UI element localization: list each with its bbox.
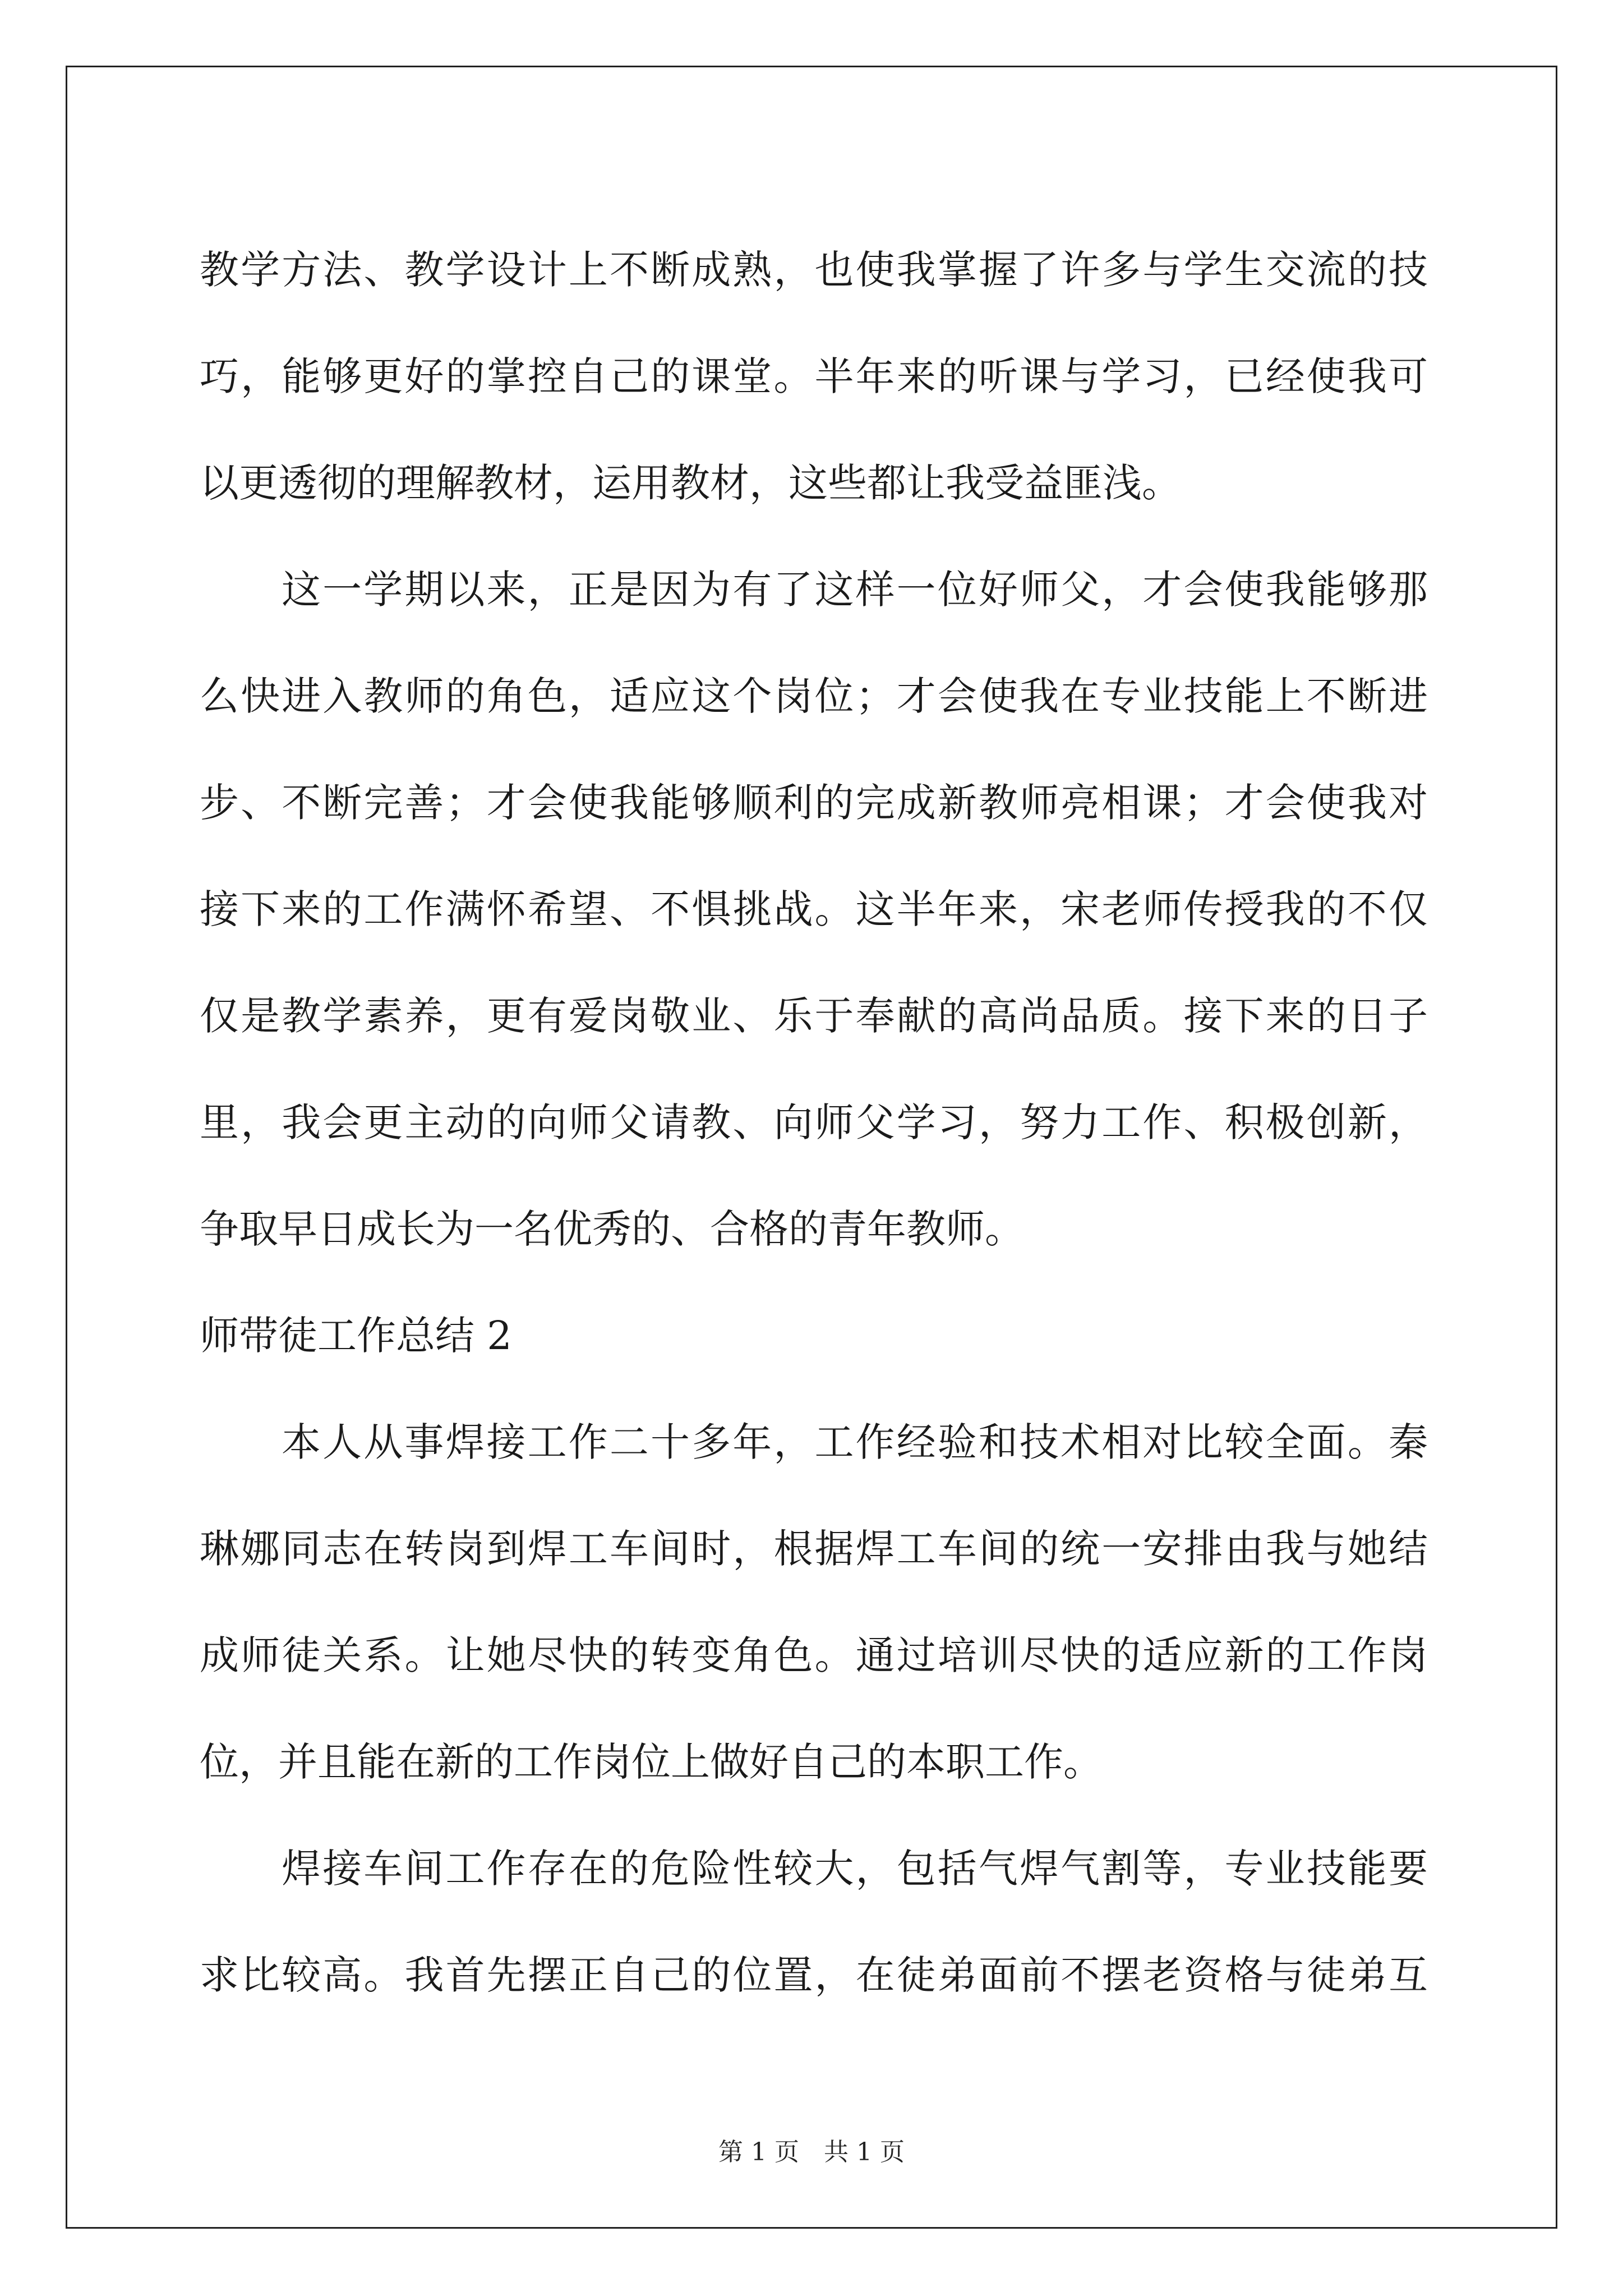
text-line: 接下来的工作满怀希望、不惧挑战。这半年来，宋老师传授我的不仅 xyxy=(200,886,1428,932)
text-line: 本人从事焊接工作二十多年，工作经验和技术相对比较全面。秦 xyxy=(282,1419,1428,1465)
text-line: 成师徒关系。让她尽快的转变角色。通过培训尽快的适应新的工作岗 xyxy=(200,1632,1428,1678)
text-line: 以更透彻的理解教材，运用教材，这些都让我受益匪浅。 xyxy=(200,460,1181,506)
document-body xyxy=(200,217,1428,2028)
text-line: 么快进入教师的角色，适应这个岗位；才会使我在专业技能上不断进 xyxy=(200,673,1428,719)
text-line: 步、不断完善；才会使我能够顺利的完成新教师亮相课；才会使我对 xyxy=(200,780,1428,826)
text-line: 这一学期以来，正是因为有了这样一位好师父，才会使我能够那 xyxy=(282,567,1428,613)
text-line: 里，我会更主动的向师父请教、向师父学习，努力工作、积极创新， xyxy=(200,1099,1428,1145)
text-line: 位，并且能在新的工作岗位上做好自己的本职工作。 xyxy=(200,1739,1103,1785)
text-line: 求比较高。我首先摆正自己的位置，在徒弟面前不摆老资格与徒弟互 xyxy=(200,1952,1428,1998)
text-line: 教学方法、教学设计上不断成熟，也使我掌握了许多与学生交流的技 xyxy=(200,247,1428,293)
section-heading: 师带徒工作总结 2 xyxy=(200,1313,512,1359)
page-number-footer: 第 1 页 共 1 页 xyxy=(718,2138,905,2166)
text-line: 焊接车间工作存在的危险性较大，包括气焊气割等，专业技能要 xyxy=(282,1846,1428,1892)
text-line: 巧，能够更好的掌控自己的课堂。半年来的听课与学习，已经使我可 xyxy=(200,353,1428,399)
text-line: 仅是教学素养，更有爱岗敬业、乐于奉献的高尚品质。接下来的日子 xyxy=(200,993,1428,1039)
text-line: 琳娜同志在转岗到焊工车间时，根据焊工车间的统一安排由我与她结 xyxy=(200,1526,1428,1572)
text-line: 争取早日成长为一名优秀的、合格的青年教师。 xyxy=(200,1206,1024,1252)
